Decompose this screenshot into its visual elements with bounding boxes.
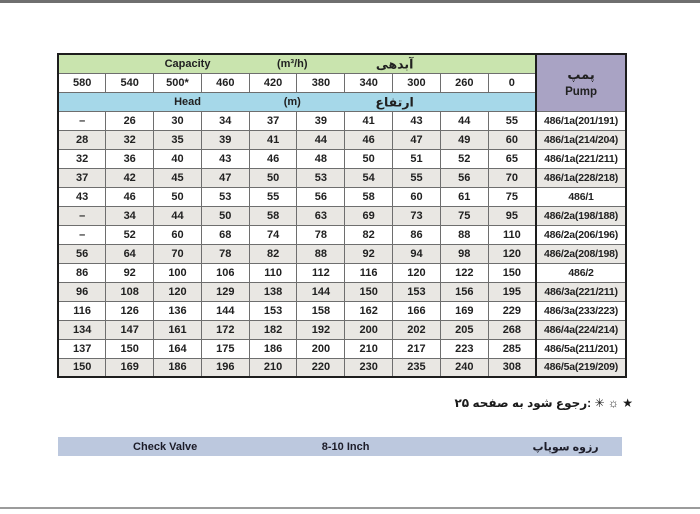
pump-name-cell: 486/1a(228/218)	[536, 168, 626, 187]
head-value-cell: 110	[249, 263, 297, 282]
head-value-cell: 70	[488, 168, 536, 187]
head-value-cell: 110	[488, 225, 536, 244]
head-value-cell: 147	[106, 320, 154, 339]
head-value-cell: 240	[440, 358, 488, 377]
head-label-en: Head	[174, 95, 201, 108]
head-value-cell: 120	[154, 282, 202, 301]
head-value-cell: 100	[154, 263, 202, 282]
head-value-cell: 60	[154, 225, 202, 244]
head-value-cell: 150	[345, 282, 393, 301]
head-value-cell: 44	[297, 130, 345, 149]
capacity-value-header-cell: 380	[297, 73, 345, 92]
head-value-cell: 138	[249, 282, 297, 301]
head-value-cell: 39	[201, 130, 249, 149]
pump-label-en: Pump	[565, 86, 598, 99]
head-value-cell: 37	[249, 111, 297, 130]
head-value-cell: 94	[393, 244, 441, 263]
head-value-cell: 75	[440, 206, 488, 225]
head-value-cell: 26	[106, 111, 154, 130]
table-row	[58, 187, 626, 206]
table-row	[58, 244, 626, 263]
pump-name-cell: 486/3a(221/211)	[536, 282, 626, 301]
head-value-cell: 172	[201, 320, 249, 339]
head-value-cell: 61	[440, 187, 488, 206]
head-value-cell: 150	[488, 263, 536, 282]
capacity-value-header-cell: 260	[440, 73, 488, 92]
head-value-cell: 116	[58, 301, 106, 320]
head-value-cell: –	[58, 111, 106, 130]
head-value-cell: 169	[440, 301, 488, 320]
head-value-cell: 44	[154, 206, 202, 225]
pump-name-cell: 486/5a(219/209)	[536, 358, 626, 377]
head-value-cell: 285	[488, 339, 536, 358]
head-value-cell: 202	[393, 320, 441, 339]
pump-name-cell: 486/1a(221/211)	[536, 149, 626, 168]
head-value-cell: 28	[58, 130, 106, 149]
capacity-value-header-cell: 0	[488, 73, 536, 92]
pump-name-cell: 486/5a(211/201)	[536, 339, 626, 358]
head-value-cell: 92	[345, 244, 393, 263]
head-value-cell: 122	[440, 263, 488, 282]
capacity-label-en: Capacity	[164, 57, 211, 70]
capacity-header-row	[58, 54, 626, 73]
valve-size-label: 8-10 Inch	[321, 440, 370, 453]
head-value-cell: 58	[249, 206, 297, 225]
table-row	[58, 339, 626, 358]
head-value-cell: 54	[345, 168, 393, 187]
check-valve-bar	[58, 437, 622, 456]
head-value-cell: –	[58, 206, 106, 225]
top-divider	[0, 0, 700, 3]
head-value-cell: 220	[297, 358, 345, 377]
head-value-cell: 86	[58, 263, 106, 282]
pump-table-container	[57, 53, 625, 378]
capacity-label-fa: آبدهی	[375, 57, 414, 72]
pump-column-header	[536, 54, 626, 111]
bottom-divider	[0, 507, 700, 509]
table-row	[58, 320, 626, 339]
head-value-cell: 82	[249, 244, 297, 263]
head-value-cell: 98	[440, 244, 488, 263]
head-value-cell: 43	[201, 149, 249, 168]
table-row	[58, 225, 626, 244]
capacity-unit-label: (m³/h)	[276, 57, 308, 70]
head-value-cell: 63	[297, 206, 345, 225]
head-value-cell: 73	[393, 206, 441, 225]
head-value-cell: 52	[440, 149, 488, 168]
table-row	[58, 149, 626, 168]
head-value-cell: 200	[297, 339, 345, 358]
head-value-cell: 56	[440, 168, 488, 187]
pump-name-cell: 486/2a(208/198)	[536, 244, 626, 263]
pump-label-fa: پمپ	[567, 67, 595, 83]
head-value-cell: 144	[201, 301, 249, 320]
capacity-value-header-cell: 340	[345, 73, 393, 92]
pump-name-cell: 486/1a(214/204)	[536, 130, 626, 149]
head-header-band	[58, 92, 536, 111]
head-value-cell: 41	[345, 111, 393, 130]
head-value-cell: 120	[488, 244, 536, 263]
head-value-cell: 229	[488, 301, 536, 320]
pump-name-cell: 486/1	[536, 187, 626, 206]
head-value-cell: 44	[440, 111, 488, 130]
head-value-cell: 164	[154, 339, 202, 358]
check-valve-label-fa: رزوه سوپاپ	[532, 441, 599, 453]
pump-name-cell: 486/2a(198/188)	[536, 206, 626, 225]
head-unit-label: (m)	[283, 95, 301, 108]
head-value-cell: 106	[201, 263, 249, 282]
capacity-value-header-cell: 500*	[154, 73, 202, 92]
head-value-cell: 50	[201, 206, 249, 225]
head-value-cell: 34	[201, 111, 249, 130]
head-value-cell: 48	[297, 149, 345, 168]
head-value-cell: 47	[393, 130, 441, 149]
head-value-cell: 41	[249, 130, 297, 149]
head-value-cell: 308	[488, 358, 536, 377]
head-value-cell: 55	[488, 111, 536, 130]
capacity-value-header-cell: 300	[393, 73, 441, 92]
head-value-cell: 78	[201, 244, 249, 263]
head-value-cell: 30	[154, 111, 202, 130]
table-row	[58, 111, 626, 130]
head-value-cell: 53	[297, 168, 345, 187]
head-value-cell: 82	[345, 225, 393, 244]
head-value-cell: 50	[345, 149, 393, 168]
head-value-cell: 223	[440, 339, 488, 358]
head-value-cell: 74	[249, 225, 297, 244]
head-value-cell: 88	[297, 244, 345, 263]
head-value-cell: 43	[393, 111, 441, 130]
head-value-cell: 55	[249, 187, 297, 206]
pump-name-cell: 486/2	[536, 263, 626, 282]
table-body	[58, 111, 626, 377]
head-value-cell: 144	[297, 282, 345, 301]
head-value-cell: 120	[393, 263, 441, 282]
head-value-cell: 166	[393, 301, 441, 320]
head-value-cell: 230	[345, 358, 393, 377]
head-value-cell: 50	[249, 168, 297, 187]
head-value-cell: 126	[106, 301, 154, 320]
head-value-cell: 161	[154, 320, 202, 339]
head-value-cell: 186	[249, 339, 297, 358]
head-value-cell: 195	[488, 282, 536, 301]
pump-name-cell: 486/4a(224/214)	[536, 320, 626, 339]
head-value-cell: 53	[201, 187, 249, 206]
head-value-cell: 46	[249, 149, 297, 168]
head-value-cell: 192	[297, 320, 345, 339]
pump-name-cell: 486/1a(201/191)	[536, 111, 626, 130]
head-value-cell: 210	[345, 339, 393, 358]
head-value-cell: 32	[58, 149, 106, 168]
head-value-cell: 196	[201, 358, 249, 377]
head-value-cell: 46	[345, 130, 393, 149]
capacity-value-header-cell: 540	[106, 73, 154, 92]
head-value-cell: 42	[106, 168, 154, 187]
footnote: ★ ☼ ✳ :رجوع شود به صفحه ۲۵	[454, 396, 633, 410]
head-value-cell: 46	[106, 187, 154, 206]
table-row	[58, 301, 626, 320]
pump-name-cell: 486/2a(206/196)	[536, 225, 626, 244]
head-value-cell: 169	[106, 358, 154, 377]
head-value-cell: 45	[154, 168, 202, 187]
table-row	[58, 263, 626, 282]
head-value-cell: 268	[488, 320, 536, 339]
capacity-value-header-cell: 460	[201, 73, 249, 92]
head-label-fa: ارتفاع	[375, 95, 414, 109]
head-value-cell: 235	[393, 358, 441, 377]
head-value-cell: 200	[345, 320, 393, 339]
head-value-cell: 60	[393, 187, 441, 206]
head-value-cell: 40	[154, 149, 202, 168]
head-value-cell: 51	[393, 149, 441, 168]
head-value-cell: 150	[58, 358, 106, 377]
head-value-cell: 68	[201, 225, 249, 244]
table-row	[58, 130, 626, 149]
head-value-cell: 116	[345, 263, 393, 282]
head-value-cell: 37	[58, 168, 106, 187]
head-value-cell: 205	[440, 320, 488, 339]
head-value-cell: 134	[58, 320, 106, 339]
head-value-cell: 96	[58, 282, 106, 301]
table-row	[58, 206, 626, 225]
head-value-cell: 56	[297, 187, 345, 206]
head-value-cell: 112	[297, 263, 345, 282]
pump-capacity-table	[57, 53, 627, 378]
head-value-cell: 43	[58, 187, 106, 206]
head-value-cell: 58	[345, 187, 393, 206]
head-value-cell: 55	[393, 168, 441, 187]
head-value-cell: 186	[154, 358, 202, 377]
head-value-cell: 52	[106, 225, 154, 244]
head-value-cell: 56	[58, 244, 106, 263]
head-value-cell: 36	[106, 149, 154, 168]
head-value-cell: 182	[249, 320, 297, 339]
head-value-cell: 70	[154, 244, 202, 263]
head-value-cell: 64	[106, 244, 154, 263]
capacity-value-header-cell: 580	[58, 73, 106, 92]
head-value-cell: 162	[345, 301, 393, 320]
head-value-cell: 95	[488, 206, 536, 225]
head-value-cell: 47	[201, 168, 249, 187]
head-value-cell: 78	[297, 225, 345, 244]
capacity-value-header-cell: 420	[249, 73, 297, 92]
pump-name-cell: 486/3a(233/223)	[536, 301, 626, 320]
head-value-cell: 217	[393, 339, 441, 358]
head-value-cell: 129	[201, 282, 249, 301]
head-value-cell: 153	[393, 282, 441, 301]
head-value-cell: 69	[345, 206, 393, 225]
head-value-cell: 137	[58, 339, 106, 358]
head-value-cell: 39	[297, 111, 345, 130]
capacity-header-band	[58, 54, 536, 73]
head-value-cell: 75	[488, 187, 536, 206]
head-value-cell: 175	[201, 339, 249, 358]
head-value-cell: 156	[440, 282, 488, 301]
table-row	[58, 358, 626, 377]
head-value-cell: –	[58, 225, 106, 244]
head-value-cell: 34	[106, 206, 154, 225]
head-value-cell: 88	[440, 225, 488, 244]
head-value-cell: 32	[106, 130, 154, 149]
head-value-cell: 86	[393, 225, 441, 244]
head-value-cell: 158	[297, 301, 345, 320]
check-valve-label-en: Check Valve	[133, 440, 198, 453]
table-row	[58, 282, 626, 301]
head-value-cell: 49	[440, 130, 488, 149]
head-value-cell: 136	[154, 301, 202, 320]
head-value-cell: 92	[106, 263, 154, 282]
head-value-cell: 153	[249, 301, 297, 320]
head-value-cell: 210	[249, 358, 297, 377]
table-row	[58, 168, 626, 187]
head-value-cell: 35	[154, 130, 202, 149]
head-value-cell: 60	[488, 130, 536, 149]
head-value-cell: 108	[106, 282, 154, 301]
head-value-cell: 50	[154, 187, 202, 206]
head-value-cell: 65	[488, 149, 536, 168]
head-value-cell: 150	[106, 339, 154, 358]
